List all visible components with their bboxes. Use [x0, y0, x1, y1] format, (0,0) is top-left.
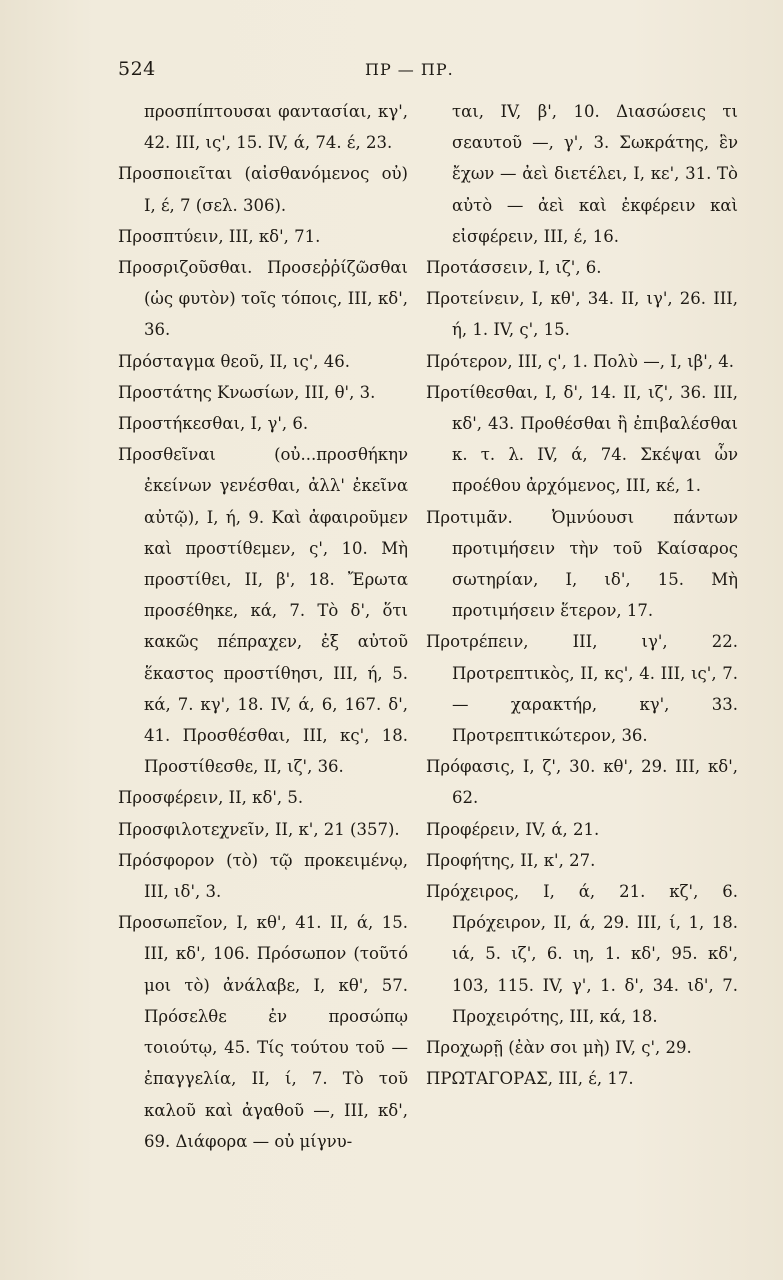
index-entry: Προσπτύειν, III, κδ', 71.: [118, 226, 321, 246]
index-entry: Προσθεῖναι (οὐ...προσθήκην ἐκείνων γενέσθαι, ἀλλ' ἐκεῖνα αὐτῷ), I, ή, 9. Καὶ ἀφαιροῦμεν καὶ προστίθεμεν, ς', 10. Μὴ προστίθει, II, β', 18. Ἔρωτα προσέθηκε, κά, 7. Τὸ δ', ὅτι κακῶς πέπραχεν, ἐξ αὐτοῦ ἕκαστος προστίθησι, III, ή, 5. κά, 7. κγ', 18. IV, ά, 6, 167. δ', 41. Προσθέσθαι, III, κς', 18. Προστίθεσθε, II, ιζ', 36.: [118, 445, 408, 777]
index-entry: Προτάσσειν, I, ιζ', 6.: [426, 258, 602, 278]
index-entry: Προφήτης, II, κ', 27.: [426, 850, 596, 870]
index-entry: Προστήκεσθαι, I, γ', 6.: [118, 414, 309, 434]
index-entry: Προσριζοῦσθαι. Προσεῤῥίζῶσθαι (ὡς φυτὸν) τοῖς τόποις, III, κδ', 36.: [118, 258, 408, 340]
index-entry: Προτρέπειν, III, ιγ', 22. Προτρεπτικὸς, II, κς', 4. III, ις', 7. — χαρακτήρ, κγ', 33. Προτρεπτικώτερον, 36.: [426, 632, 738, 746]
index-entry: Προστάτης Κνωσίων, III, θ', 3.: [118, 382, 376, 402]
index-entry: ται, IV, β', 10. Διασώσεις τι σεαυτοῦ —, γ', 3. Σωκράτης, ἓν ἔχων — ἀεὶ διετέλει, I, κε', 31. Τὸ αὐτὸ — ἀεὶ καὶ ἐκφέρειν καὶ εἰσφέρειν, III, έ, 16.: [452, 102, 738, 246]
index-entry: Προτίθεσθαι, I, δ', 14. II, ιζ', 36. III, κδ', 43. Προθέσθαι ἢ ἐπιβαλέσθαι κ. τ. λ. IV, ά, 74. Σκέψαι ὧν προέθου ἀρχόμενος, III, κέ, 1.: [426, 382, 738, 496]
index-entry: Προσφιλοτεχνεῖν, II, κ', 21 (357).: [118, 819, 400, 839]
page-header: [118, 58, 738, 88]
index-entry: Προσφέρειν, II, κδ', 5.: [118, 788, 304, 808]
index-entry: ΠΡΩΤΑΓΟΡΑΣ, III, έ, 17.: [426, 1069, 634, 1089]
page-number: 524: [118, 58, 156, 80]
index-entry: Πρότερον, III, ς', 1. Πολὺ —, I, ιβ', 4.: [426, 351, 734, 371]
running-head: ΠΡ — ΠΡ.: [365, 60, 454, 79]
index-entry: Πρόσφορον (τὸ) τῷ προκειμένῳ, III, ιδ', 3.: [118, 850, 408, 902]
index-entry: Πρόσταγμα θεοῦ, II, ις', 46.: [118, 351, 350, 371]
index-entry: προσπίπτουσαι φαντασίαι, κγ', 42. III, ις', 15. IV, ά, 74. έ, 23.: [144, 102, 408, 153]
index-entry: Προφέρειν, IV, ά, 21.: [426, 819, 600, 839]
index-entry: Προσποιεῖται (αἰσθανόμενος οὐ) I, έ, 7 (σελ. 306).: [118, 164, 408, 215]
index-entry: Προχωρῇ (ἐὰν σοι μὴ) IV, ς', 29.: [426, 1038, 692, 1058]
index-entry: Προτείνειν, I, κθ', 34. II, ιγ', 26. III, ή, 1. IV, ς', 15.: [426, 289, 738, 340]
index-entry: Προσωπεῖον, I, κθ', 41. II, ά, 15. III, κδ', 106. Πρόσωπον (τοῦτό μοι τὸ) ἀνάλαβε, I, κθ', 57. Πρόσελθε ἐν προσώπῳ τοιούτῳ, 45. Τίς τούτου τοῦ — ἐπαγγελία, II, ί, 7. Τὸ τοῦ καλοῦ καὶ ἀγαθοῦ —, III, κδ', 69. Διάφορα — οὐ μίγνυ-: [118, 913, 408, 1151]
index-entry: Προτιμᾶν. Ὀμνύουσι πάντων προτιμήσειν τὴν τοῦ Καίσαρος σωτηρίαν, I, ιδ', 15. Μὴ προτιμήσειν ἕτερον, 17.: [426, 507, 738, 621]
index-entry: Πρόχειρος, I, ά, 21. κζ', 6. Πρόχειρον, II, ά, 29. III, ί, 1, 18. ιά, 5. ιζ', 6. ιη, 1. κδ', 95. κδ', 103, 115. IV, γ', 1. δ', 34. ιδ', 7. Προχειρότης, III, κά, 18.: [426, 882, 738, 1026]
index-entry: Πρόφασις, I, ζ', 30. κθ', 29. III, κδ', 62.: [426, 757, 738, 808]
right-column: [426, 96, 738, 1095]
left-column: [118, 96, 408, 1157]
